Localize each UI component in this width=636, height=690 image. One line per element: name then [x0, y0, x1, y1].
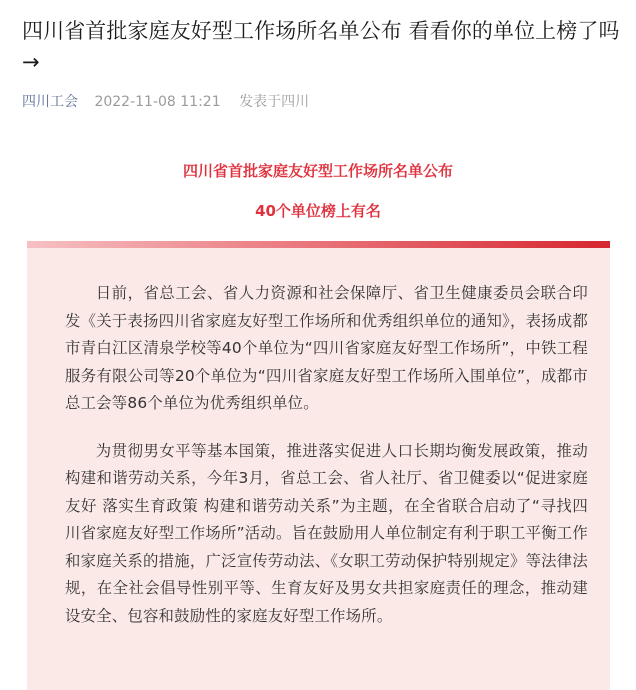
publish-date: 2022-11-08 11:21	[94, 94, 221, 110]
paragraph-1: 日前，省总工会、省人力资源和社会保障厅、省卫生健康委员会联合印发《关于表扬四川省家庭友好型工作场所和优秀组织单位的通知》，表扬成都市青白江区清泉学校等40个单位为“四川省家庭友好型工作场所”，中铁工程服务有限公司等20个单位为“四川省家庭友好型工作场所入围单位”，成都市总工会等86个单位为优秀组织单位。	[65, 284, 588, 412]
headline-title: 四川省首批家庭友好型工作场所名单公布	[182, 162, 453, 180]
article-title: 四川省首批家庭友好型工作场所名单公布 看看你的单位上榜了吗→	[22, 19, 620, 74]
account-name-link[interactable]: 四川工会	[22, 94, 78, 110]
headline-subtitle: 40个单位榜上有名	[255, 202, 381, 220]
gradient-divider	[27, 241, 610, 248]
paragraph-2: 为贯彻男女平等基本国策，推进落实促进人口长期均衡发展政策，推动构建和谐劳动关系，今年3月，省总工会、省人社厅、省卫健委以“促进家庭友好 落实生育政策 构建和谐劳动关系”为主题，在全省联合启动了“寻找四川省家庭友好型工作场所”活动。旨在鼓励用人单位制定有利于职工平衡工作和家庭关系的措施，广泛宣传劳动法、《女职工劳动保护特别规定》等法律法规，在全社会倡导性别平等、生育友好及男女共担家庭责任的理念，推动建设安全、包容和鼓励性的家庭友好型工作场所。	[65, 441, 588, 625]
article-meta	[22, 92, 309, 112]
publish-location: 发表于四川	[239, 94, 310, 110]
article-content-box	[27, 248, 610, 690]
